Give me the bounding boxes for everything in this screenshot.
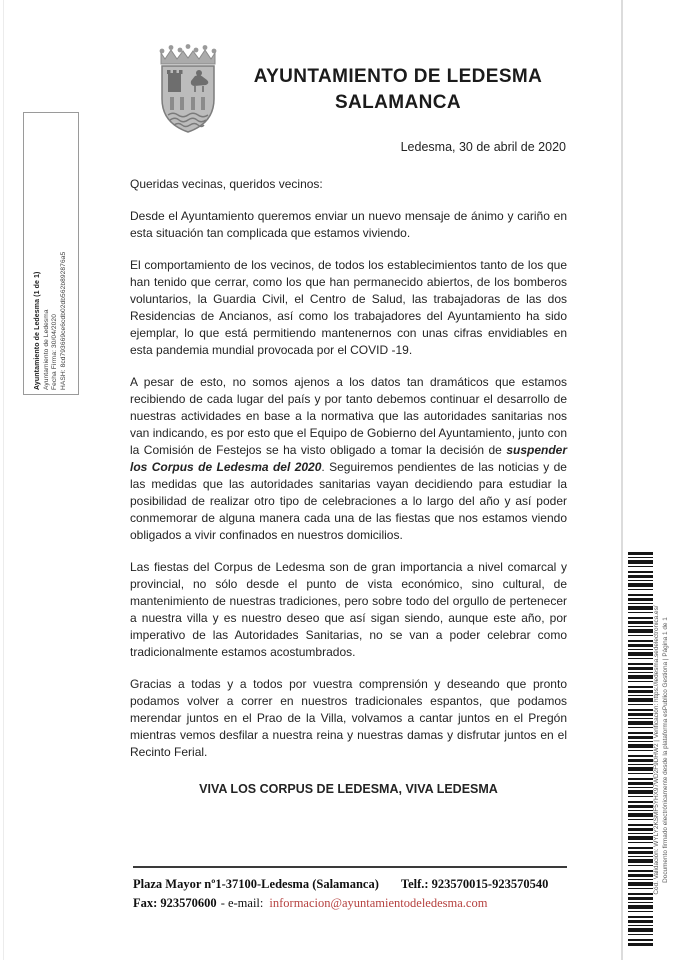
paragraph-1: Desde el Ayuntamiento queremos enviar un nuevo mensaje de ánimo y cariño en esta situación tan complicada que estamos viviendo. — [130, 209, 567, 240]
footer-fax: Fax: 923570600 — [133, 896, 217, 910]
suspension-statement: suspender los Corpus de Ledesma del 2020 — [130, 443, 567, 474]
stamp-organization: Ayuntamiento de Ledesma — [42, 308, 50, 390]
paragraph-3 — [130, 374, 567, 544]
letter-date: Ledesma, 30 de abril de 2020 — [400, 140, 566, 154]
validation-text — [652, 552, 670, 948]
footer-line-2 — [133, 894, 567, 913]
page-title — [228, 64, 568, 116]
footer-email-label: - e-mail: — [220, 896, 264, 910]
signature-stamp-box — [23, 112, 79, 395]
title-line2: SALAMANCA — [334, 92, 462, 113]
footer-address: Plaza Mayor nº1-37100-Ledesma (Salamanca) — [133, 877, 379, 891]
paragraph-3-lead: A pesar de esto, no somos ajenos a los datos tan dramáticos que estamos recibiendo de cada lugar del país y por tanto debemos continuar el desarrollo de nuestras actividades en base a la normativa que las autoridades sanitarias nos van indicando, es por esto que el Equipo de Gobierno del Ayuntamiento, junto con la Comisión de Festejos se ha visto obligado a tomar la decisión de — [130, 375, 567, 457]
validation-platform-line: Documento firmado electrónicamente desde la plataforma esPublico Gestiona | Página 1 de 1 — [662, 617, 669, 883]
ledesma-coat-of-arms-icon — [151, 42, 225, 143]
closing-slogan: VIVA LOS CORPUS DE LEDESMA, VIVA LEDESMA — [199, 782, 498, 796]
paragraph-5: Gracias a todas y a todos por vuestra comprensión y deseando que pronto podamos volver a correr en nuestros tradicionales espantos, que podamos merendar juntos en el Prao de la Villa, volvamos a cantar juntos en el Pregón mientras vemos desfilar a nuestra reina y nuestras damas y disfrutar juntos en el Recinto Ferial. — [130, 677, 567, 759]
stamp-hash: HASH: 8cd793669ce6cdb02db562b892876a5 — [59, 251, 67, 390]
validation-strip — [646, 552, 676, 948]
paragraph-4: Las fiestas del Corpus de Ledesma son de gran importancia a nivel comarcal y provincial, no sólo desde el punto de vista económico, sino cultural, de mantenimiento de nuestras tradiciones, pero sobre todo del orgullo de pertenecer a nuestra villa y es nuestro deseo que así sigan siendo, aunque este año, por imperativo de las Autoridades Sanitarias, no se van a poder celebrar como tradicionalmente estamos acostumbrados. — [130, 560, 567, 659]
page-edge-left — [3, 0, 4, 960]
stamp-date: Fecha Firma: 30/04/2020 — [51, 313, 58, 390]
page-edge-right — [621, 0, 623, 960]
stamp-signer: Ayuntamiento de Ledesma (1 de 1) — [34, 271, 41, 390]
footer-phone: Telf.: 923570015-923570540 — [400, 877, 549, 891]
footer-email-link[interactable]: informacion@ayuntamientodeledesma.com — [269, 896, 488, 910]
validation-code-line: Cód. Validación: WYLY2KSMF5YHX97WD2F9DHW2 | Verificación: https://ledesma.sedelectronica.es/ — [653, 605, 660, 895]
title-line1: AYUNTAMIENTO DE LEDESMA — [253, 66, 543, 87]
letter-body — [130, 176, 567, 813]
paragraph-2: El comportamiento de los vecinos, de todos los establecimientos tanto de los que han tenido que cerrar, como los que han permanecido abiertos, de los bomberos voluntarios, la Guardia Civil, el Centro de Salud, las trabajadoras de las dos Residencias de Ancianos, así como los trabajadores del Ayuntamiento ha sido ejemplar, lo que está permitiendo mantenernos con unas cifras envidiables en esta pandemia mundial provocada por el COVID -19. — [130, 258, 567, 357]
letter-footer — [133, 866, 567, 913]
signature-stamp-text — [34, 118, 68, 390]
salutation: Queridas vecinas, queridos vecinos: — [130, 177, 323, 191]
paragraph-3-tail: . Seguiremos pendientes de las noticias y de las medidas que las autoridades sanitarias vayan decidiendo para estudiar la posibilidad de realizar otro tipo de celebraciones a lo largo del año y así poder conmemorar de alguna manera cada una de las fiestas que nos estamos viendo obligados a vivir confinados en nuestros domicilios. — [130, 460, 567, 542]
footer-line-1 — [133, 875, 567, 894]
